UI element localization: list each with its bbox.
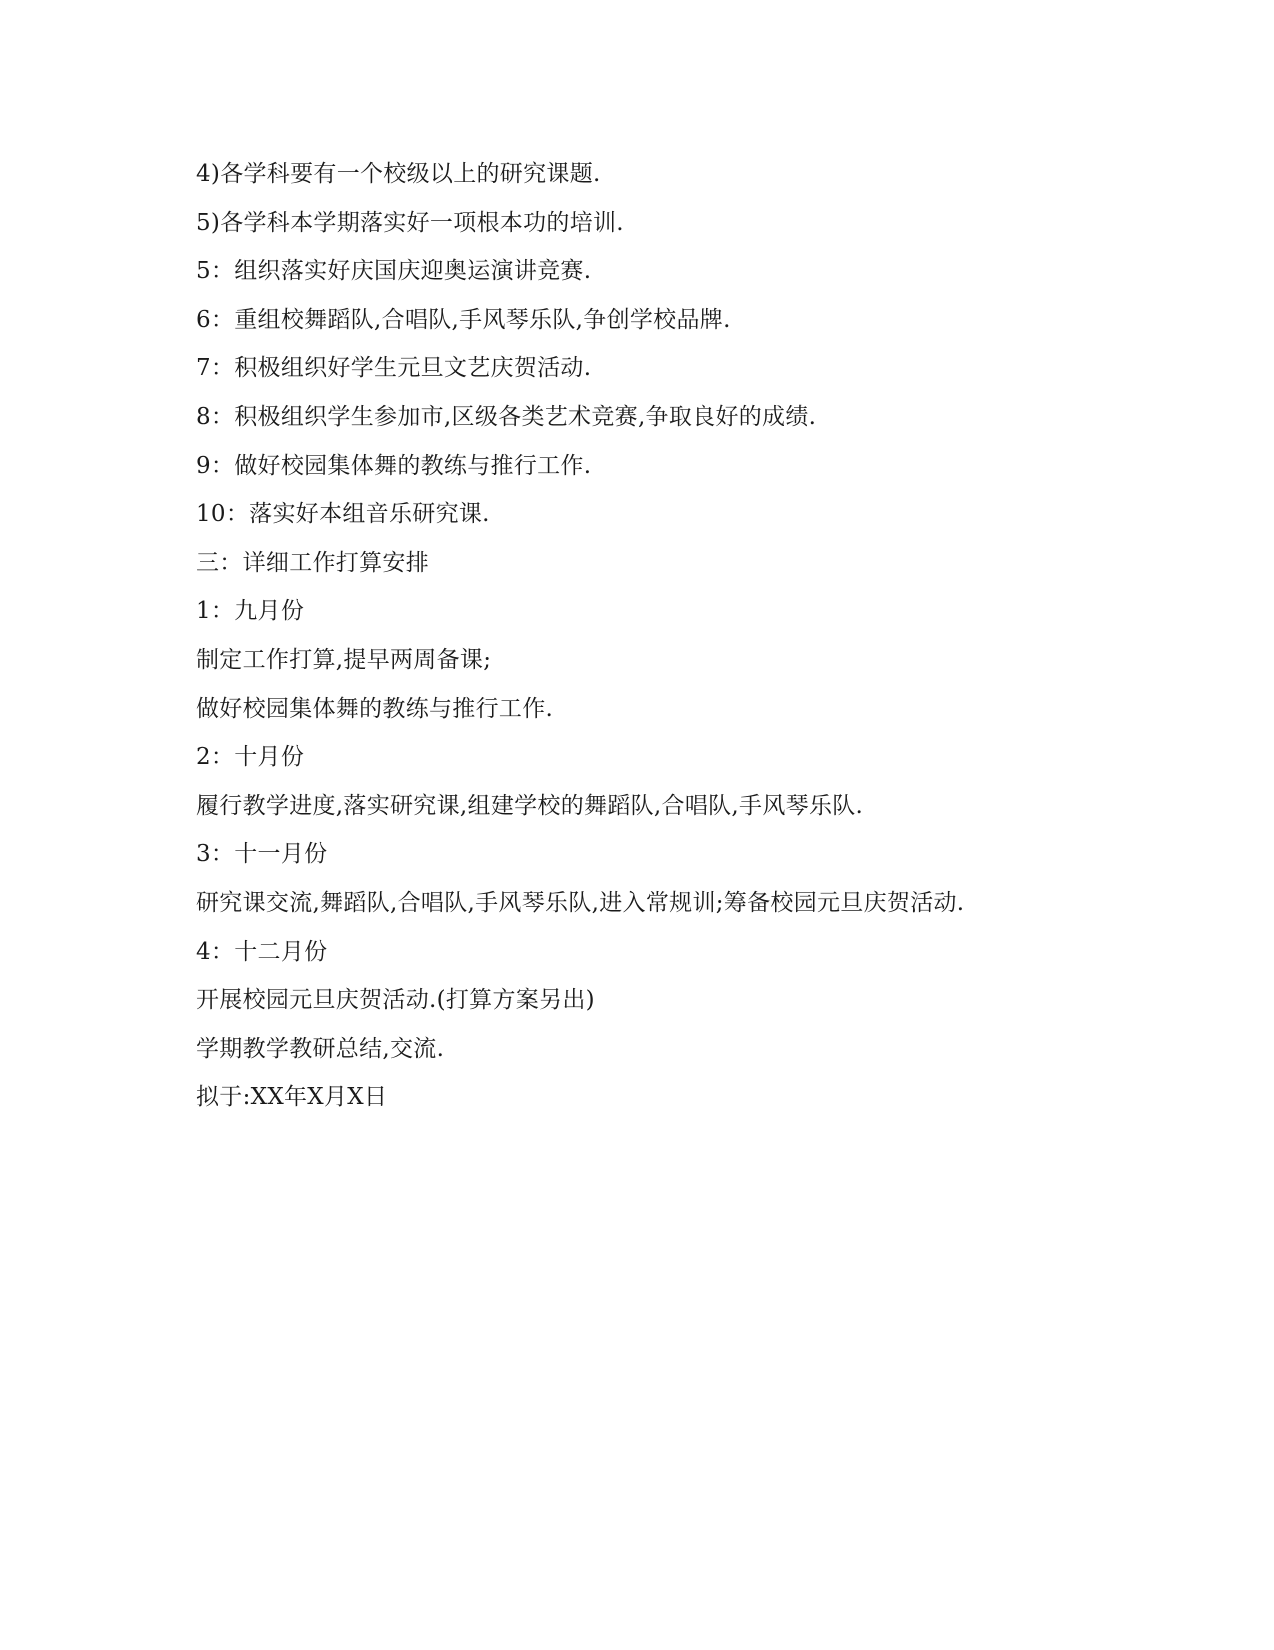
section-heading: 三：详细工作打算安排 (196, 549, 429, 576)
text-line: 8：积极组织学生参加市,区级各类艺术竞赛,争取良好的成绩. (196, 403, 817, 430)
text-line: 研究课交流,舞蹈队,合唱队,手风琴乐队,进入常规训;筹备校园元旦庆贺活动. (196, 889, 965, 916)
month-heading: 2：十月份 (196, 744, 305, 771)
text-line: 9：做好校园集体舞的教练与推行工作. (196, 452, 592, 479)
date-line: 拟于:XX年X月X日 (196, 1084, 388, 1111)
text-line: 4)各学科要有一个校级以上的研究课题. (196, 161, 601, 187)
text-line: 5：组织落实好庆国庆迎奥运演讲竞赛. (196, 258, 592, 285)
text-line: 履行教学进度,落实研究课,组建学校的舞蹈队,合唱队,手风琴乐队. (196, 792, 864, 819)
text-line: 7：积极组织好学生元旦文艺庆贺活动. (196, 355, 592, 382)
text-line: 制定工作打算,提早两周备课; (196, 646, 492, 673)
text-line: 6：重组校舞蹈队,合唱队,手风琴乐队,争创学校品牌. (196, 306, 731, 333)
text-line: 开展校园元旦庆贺活动.(打算方案另出) (196, 987, 595, 1014)
text-line: 10：落实好本组音乐研究课. (196, 501, 490, 528)
month-heading: 3：十一月份 (196, 841, 328, 868)
document-body (196, 160, 1096, 1132)
text-line: 做好校园集体舞的教练与推行工作. (196, 695, 554, 722)
month-heading: 1：九月份 (196, 598, 305, 625)
text-line: 5)各学科本学期落实好一项根本功的培训. (196, 209, 624, 236)
month-heading: 4：十二月份 (196, 938, 328, 965)
text-line: 学期教学教研总结,交流. (196, 1035, 445, 1062)
